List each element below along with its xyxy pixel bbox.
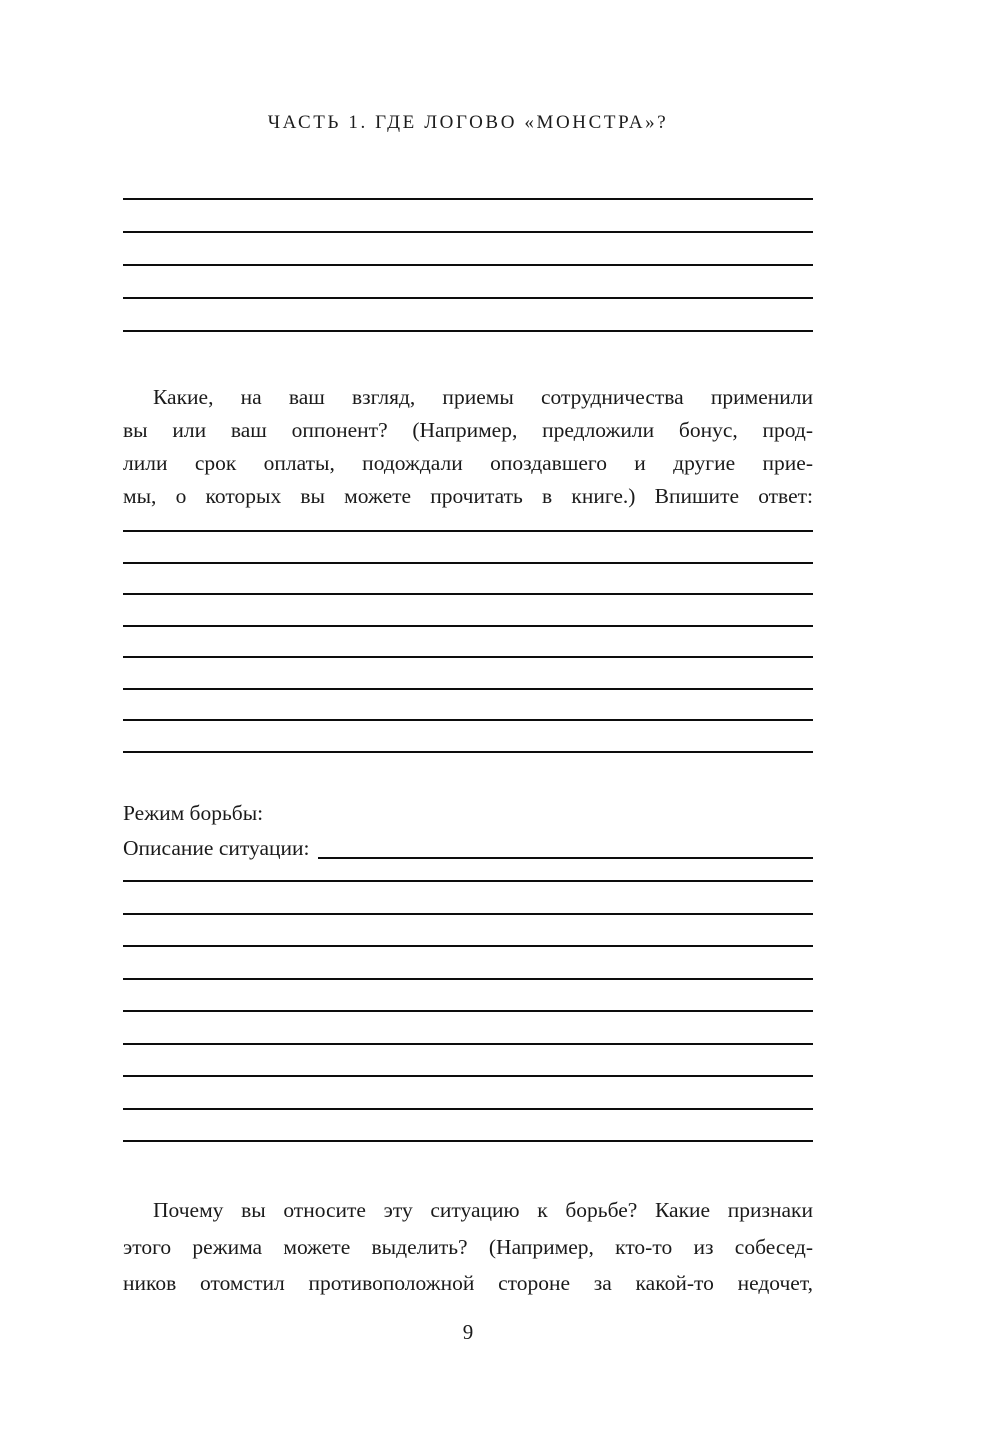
paragraph-line: Почему вы относите эту ситуацию к борьбе? Какие признаки [153, 1198, 813, 1222]
writing-line [123, 593, 813, 595]
page-content [123, 0, 813, 1447]
mode-of-struggle-label: Режим борьбы: [123, 801, 264, 825]
paragraph-line: этого режима можете выделить? (Например, кто-то из собесед- [123, 1234, 813, 1259]
paragraph-line: ников отомстил противоположной стороне за какой-то недочет, [123, 1271, 813, 1295]
page-number: 9 [462, 1320, 474, 1344]
writing-line [123, 330, 813, 332]
writing-line [123, 978, 813, 980]
writing-line [123, 1043, 813, 1045]
writing-line [123, 719, 813, 721]
paragraph-line: лили срок оплаты, подождали опоздавшего и другие прие- [123, 451, 813, 475]
writing-line [123, 231, 813, 233]
paragraph-line: мы, о которых вы можете прочитать в книге.) Впишите ответ: [123, 484, 813, 508]
writing-line [123, 688, 813, 690]
writing-line [123, 264, 813, 266]
situation-description-label: Описание ситуации: [123, 836, 310, 860]
writing-lines-group-answer [123, 530, 813, 782]
chapter-header: ЧАСТЬ 1. ГДЕ ЛОГОВО «МОНСТРА»? [267, 112, 669, 133]
writing-line [123, 1108, 813, 1110]
writing-line [123, 198, 813, 200]
writing-line [123, 945, 813, 947]
situation-write-line [318, 857, 813, 859]
writing-line [123, 530, 813, 532]
writing-line [123, 913, 813, 915]
writing-lines-group-top [123, 198, 813, 363]
writing-line [123, 880, 813, 882]
writing-line [123, 562, 813, 564]
writing-lines-group-situation [123, 880, 813, 1173]
paragraph-line: Какие, на ваш взгляд, приемы сотрудничества применили [153, 385, 813, 409]
writing-line [123, 751, 813, 753]
writing-line [123, 1010, 813, 1012]
situation-field-row [123, 832, 813, 865]
writing-line [123, 1075, 813, 1077]
paragraph-line: вы или ваш оппонент? (Например, предложили бонус, прод- [123, 418, 813, 442]
writing-line [123, 625, 813, 627]
writing-line [123, 297, 813, 299]
writing-line [123, 656, 813, 658]
question-paragraph-cooperation [123, 381, 813, 513]
question-paragraph-struggle [123, 1192, 813, 1302]
writing-line [123, 1140, 813, 1142]
